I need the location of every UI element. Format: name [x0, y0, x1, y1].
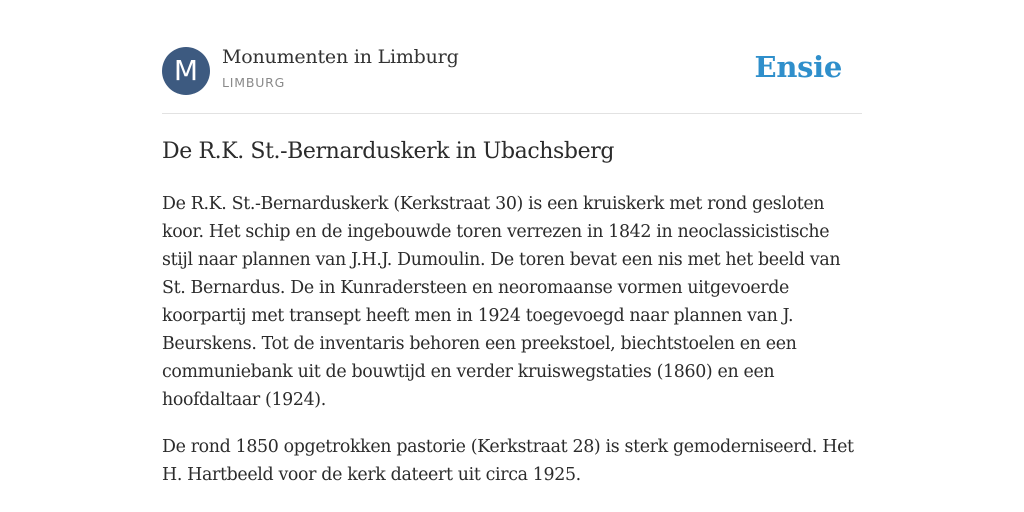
source-header	[162, 46, 862, 96]
source-title[interactable]: Monumenten in Limburg	[222, 46, 459, 68]
header-divider	[162, 113, 862, 114]
source-subtitle: LIMBURG	[222, 75, 286, 90]
article-paragraph: De R.K. St.-Bernarduskerk (Kerkstraat 30) is een kruiskerk met rond gesloten koor. Het schip en de ingebouwde toren verrezen in 1842 in neoclassicistische stijl naar plannen van J.H.J. Dumoulin. De toren bevat een nis met het beeld van St. Bernardus. De in Kunradersteen en neoromaanse vormen uitgevoerde koorpartij met transept heeft men in 1924 toegevoegd naar plannen van J. Beurskens. Tot de inventaris behoren een preekstoel, biechtstoelen en een communiebank uit de bouwtijd en verder kruiswegstaties (1860) en een hoofdaltaar (1924).	[162, 194, 841, 410]
avatar[interactable]: M	[162, 47, 210, 95]
article-body	[162, 190, 862, 508]
ensie-logo[interactable]: Ensie	[754, 50, 842, 84]
article-title: De R.K. St.-Bernarduskerk in Ubachsberg	[162, 139, 615, 164]
article-paragraph: De rond 1850 opgetrokken pastorie (Kerkstraat 28) is sterk gemoderniseerd. Het H. Hartbeeld voor de kerk dateert uit circa 1925.	[162, 437, 854, 485]
